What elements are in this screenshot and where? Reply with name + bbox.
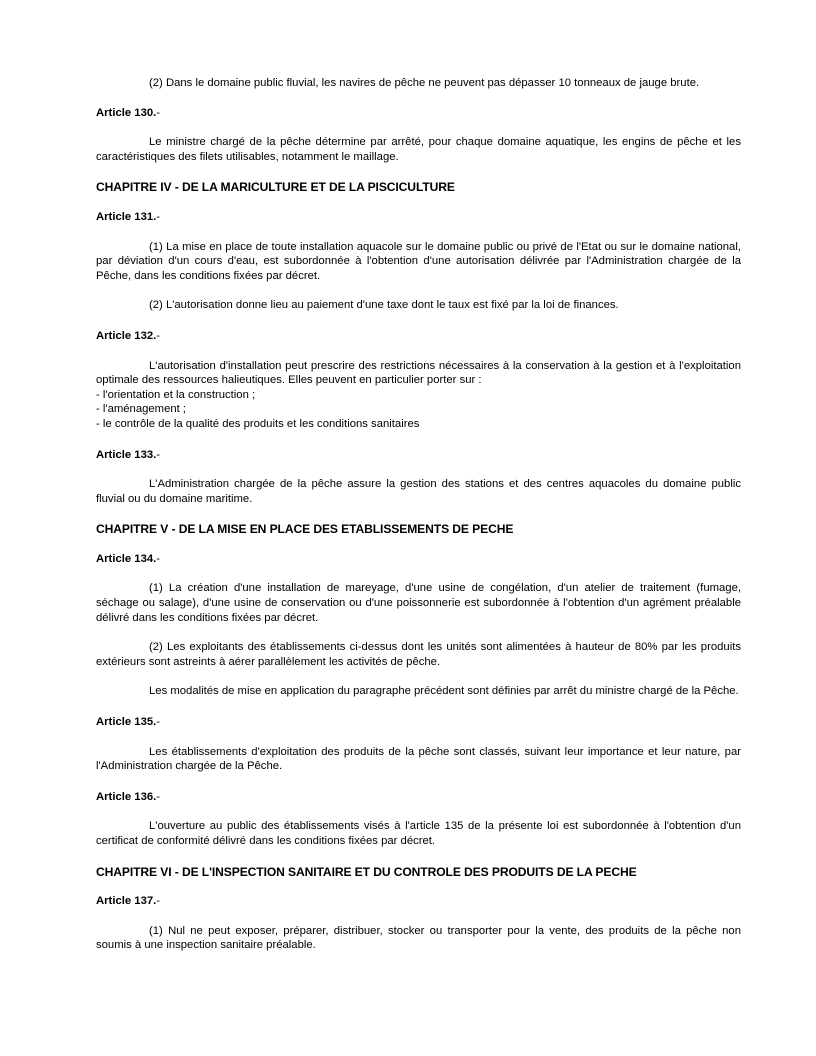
heading-chapitre-5: CHAPITRE V - DE LA MISE EN PLACE DES ETABLISSEMENTS DE PECHE	[96, 522, 514, 537]
paragraph-article-134-2: (2) Les exploitants des établissements ci-dessus dont les unités sont alimentées à hauteur de 80% par les produits extérieurs sont astreints à aérer parallèlement les activités de pêche.	[96, 641, 741, 668]
spacer	[96, 313, 741, 329]
heading-article-135	[96, 715, 741, 730]
heading-article-136-label: Article 136.	[96, 790, 157, 803]
heading-article-134-label: Article 134.	[96, 552, 157, 565]
heading-article-135-dash: -	[156, 716, 161, 729]
heading-article-136	[96, 790, 741, 805]
heading-article-133-dash: -	[156, 448, 161, 461]
spacer	[96, 625, 741, 640]
spacer	[96, 283, 741, 298]
heading-article-137-dash: -	[156, 895, 161, 908]
list-item-132-3: - le contrôle de la qualité des produits et les conditions sanitaires	[96, 417, 420, 430]
heading-article-132-dash: -	[156, 329, 161, 342]
spacer	[96, 432, 741, 448]
spacer	[96, 909, 741, 924]
spacer	[96, 537, 741, 552]
spacer	[96, 506, 741, 522]
spacer	[96, 879, 741, 894]
heading-article-133-label: Article 133.	[96, 448, 157, 461]
heading-article-133	[96, 448, 741, 463]
heading-article-131	[96, 210, 741, 225]
spacer	[96, 344, 741, 359]
paragraph-article-134-3: Les modalités de mise en application du paragraphe précédent sont définies par arrêt du ministre chargé de la Pêche.	[149, 685, 739, 698]
paragraph-article-134-1: (1) La création d'une installation de mareyage, d'une usine de congélation, d'un atelier de traitement (fumage, séchage ou salage), d'une usine de conservation ou d'une poissonnerie est subordonnée à l'obtention d'un agrément préalable délivré dans les conditions fixées par décret.	[96, 582, 741, 624]
spacer	[96, 164, 741, 180]
heading-article-131-label: Article 131.	[96, 210, 157, 223]
spacer	[96, 195, 741, 210]
spacer	[96, 730, 741, 745]
heading-article-137	[96, 894, 741, 909]
paragraph-article-131-1: (1) La mise en place de toute installation aquacole sur le domaine public ou privé de l'Etat ou sur le domaine national, par déviation d'un cours d'eau, est subordonnée à l'obtention d'une autorisation délivrée par l'Administration chargée de la Pêche, dans les conditions fixées par décret.	[96, 240, 741, 282]
heading-article-130-dash: -	[156, 106, 161, 119]
heading-article-130-label: Article 130.	[96, 106, 157, 119]
spacer	[96, 849, 741, 865]
heading-article-134-dash: -	[156, 552, 161, 565]
paragraph-article-130: Le ministre chargé de la pêche détermine par arrêté, pour chaque domaine aquatique, les engins de pêche et les caractéristiques des filets utilisables, notamment le maillage.	[96, 136, 741, 163]
heading-article-136-dash: -	[156, 790, 161, 803]
heading-article-137-label: Article 137.	[96, 895, 157, 908]
list-item-132-1: - l'orientation et la construction ;	[96, 388, 256, 401]
spacer	[96, 774, 741, 790]
spacer	[96, 804, 741, 819]
heading-article-131-dash: -	[156, 210, 161, 223]
heading-article-134	[96, 552, 741, 567]
list-item-132-2: - l'aménagement ;	[96, 403, 187, 416]
heading-chapitre-4: CHAPITRE IV - DE LA MARICULTURE ET DE LA PISCICULTURE	[96, 180, 455, 195]
paragraph-article-129-2: (2) Dans le domaine public fluvial, les navires de pêche ne peuvent pas dépasser 10 tonneaux de jauge brute.	[149, 77, 700, 89]
paragraph-article-135: Les établissements d'exploitation des produits de la pêche sont classés, suivant leur importance et leur nature, par l'Administration chargée de la Pêche.	[96, 745, 741, 773]
spacer	[96, 462, 741, 477]
spacer	[96, 91, 741, 106]
spacer	[96, 225, 741, 240]
heading-article-132	[96, 329, 741, 344]
paragraph-article-132: L'autorisation d'installation peut prescrire des restrictions nécessaires à la conservation à la gestion et à l'exploitation optimale des ressources halieutiques. Elles peuvent en particulier porter sur :	[96, 359, 741, 387]
spacer	[96, 699, 741, 715]
spacer	[96, 669, 741, 684]
heading-article-132-label: Article 132.	[96, 329, 157, 342]
paragraph-article-133: L'Administration chargée de la pêche assure la gestion des stations et des centres aquacoles du domaine public fluvial ou du domaine maritime.	[96, 478, 741, 505]
page-body	[96, 76, 741, 953]
paragraph-article-131-2: (2) L'autorisation donne lieu au paiement d'une taxe dont le taux est fixé par la loi de finances.	[149, 299, 619, 312]
spacer	[96, 120, 741, 135]
spacer	[96, 566, 741, 581]
heading-article-135-label: Article 135.	[96, 716, 157, 729]
heading-chapitre-6: CHAPITRE VI - DE L'INSPECTION SANITAIRE ET DU CONTROLE DES PRODUITS DE LA PECHE	[96, 864, 637, 879]
paragraph-article-137-1: (1) Nul ne peut exposer, préparer, distribuer, stocker ou transporter pour la vente, des produits de la pêche non soumis à une inspection sanitaire préalable.	[96, 924, 741, 952]
paragraph-article-136: L'ouverture au public des établissements visés à l'article 135 de la présente loi est subordonnée à l'obtention d'un certificat de conformité délivré dans les conditions fixées par décret.	[96, 820, 741, 847]
heading-article-130	[96, 106, 741, 121]
